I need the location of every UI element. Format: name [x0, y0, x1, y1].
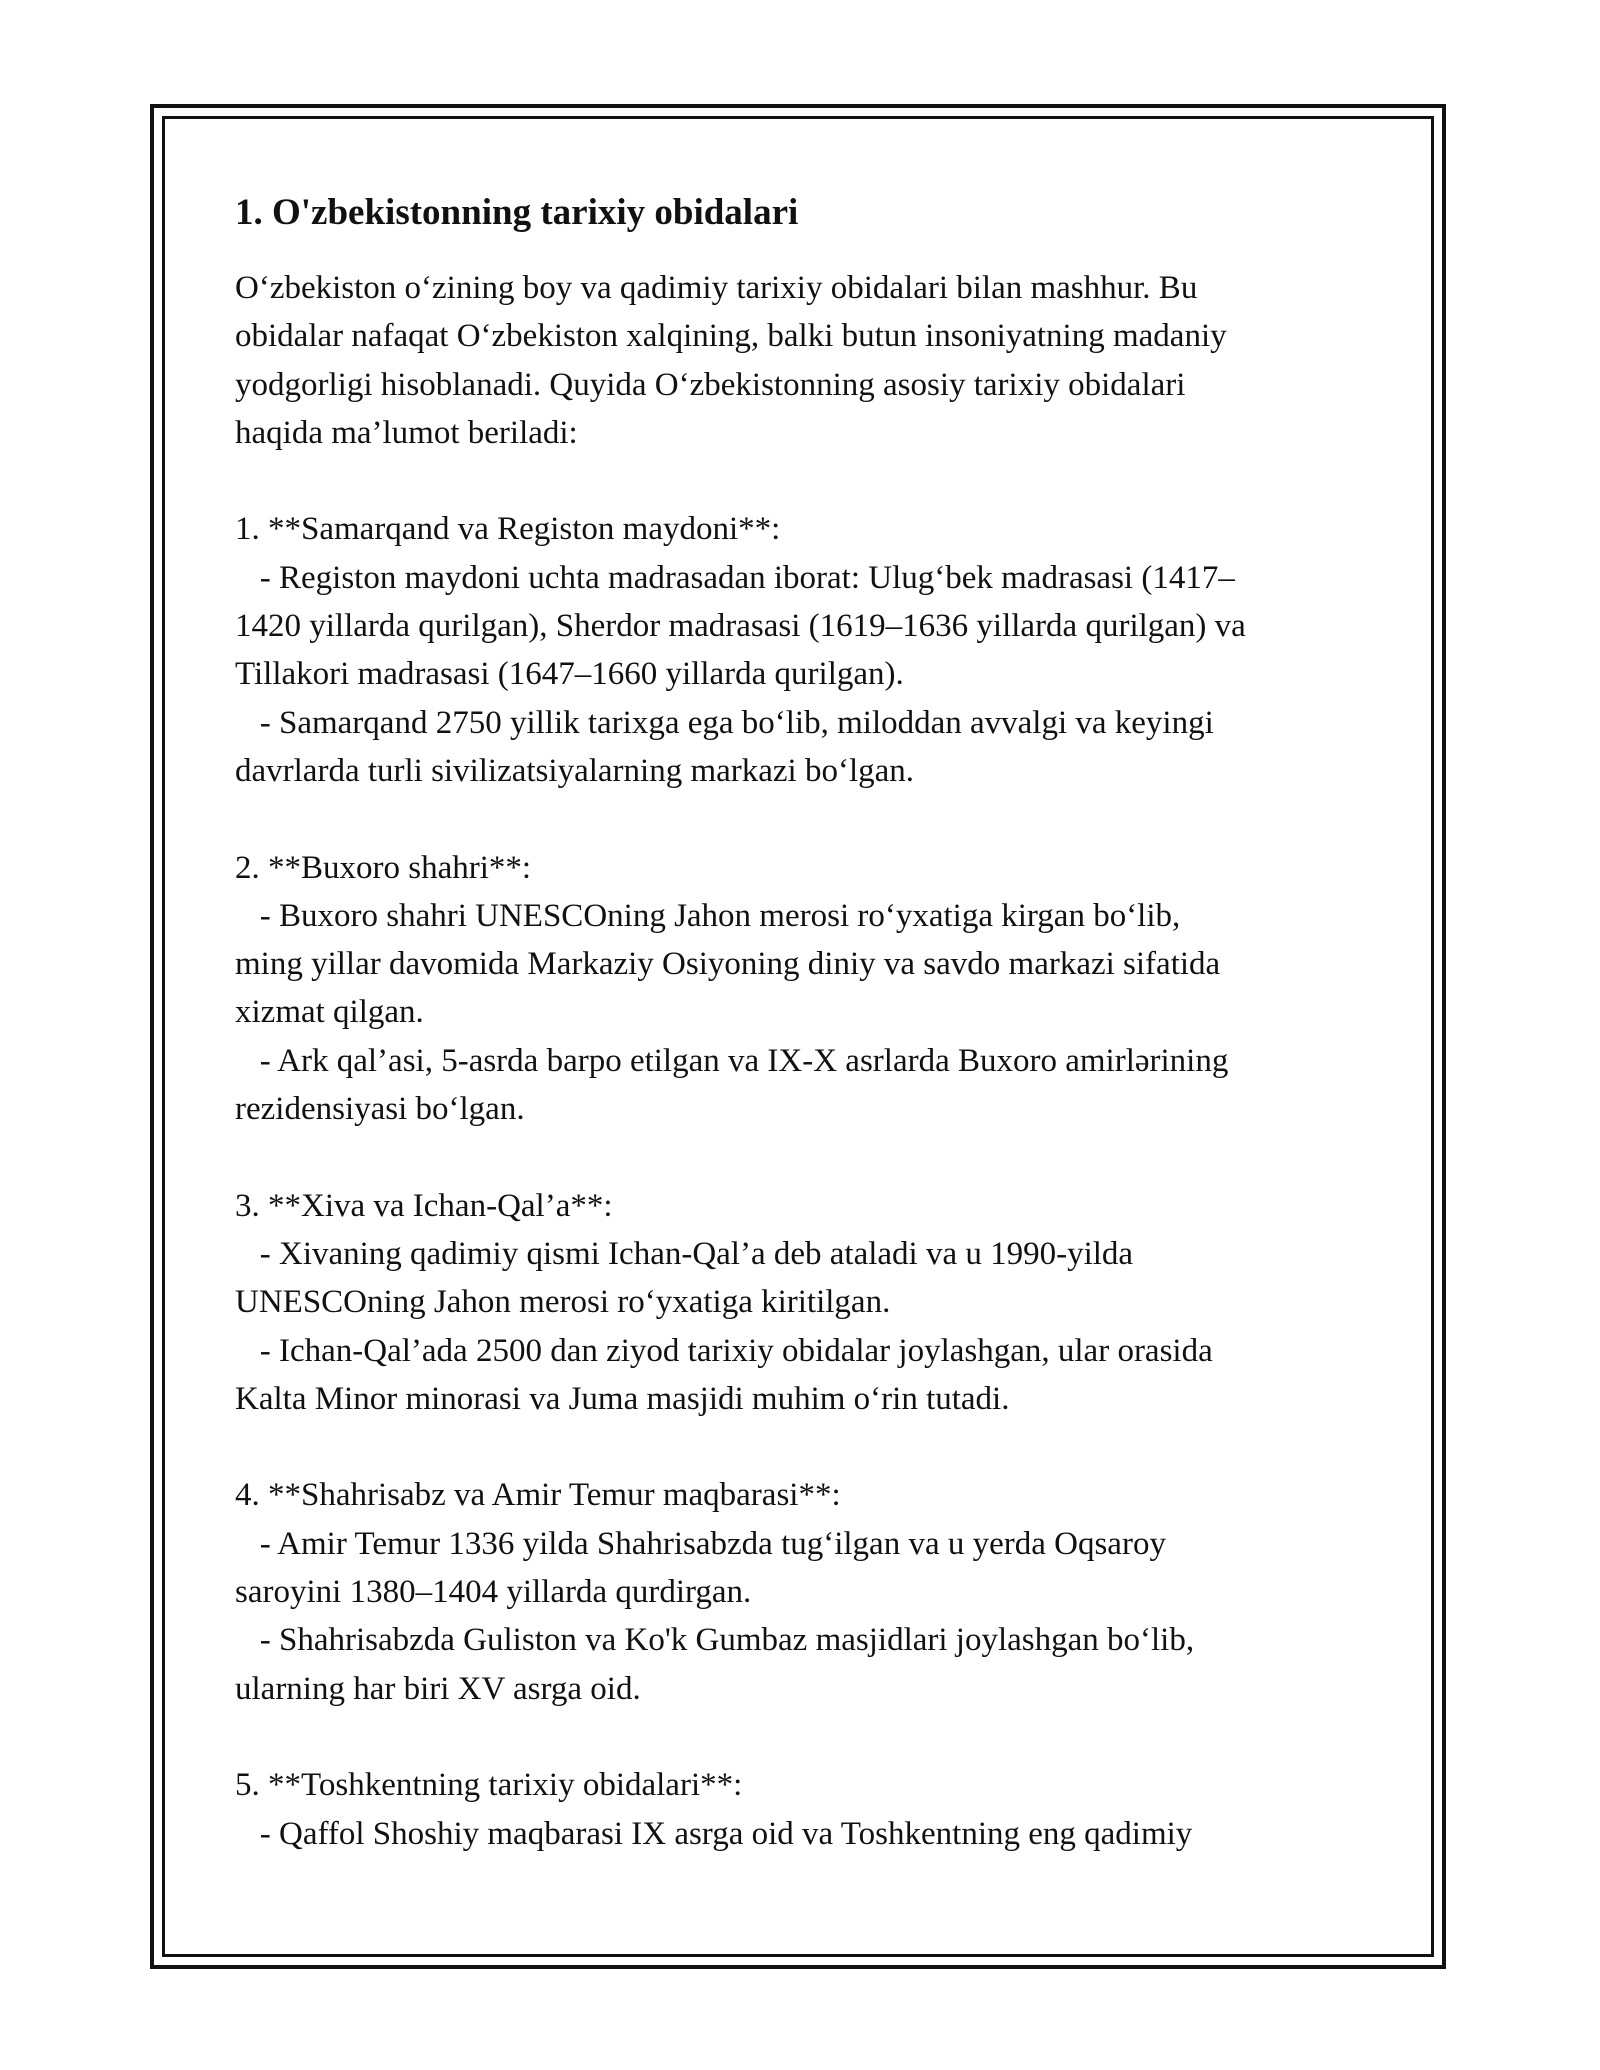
text-line: Kalta Minor minorasi va Juma masjidi muhim o‘rin tutadi.: [235, 1380, 1010, 1417]
text-line: - Buxoro shahri UNESCOning Jahon merosi ro‘yxatiga kirgan bo‘lib,: [235, 897, 1181, 934]
text-line: 2. **Buxoro shahri**:: [235, 849, 532, 886]
text-line: Tillakori madrasasi (1647–1660 yillarda qurilgan).: [235, 656, 904, 693]
document-content: [235, 187, 1380, 1858]
text-line: - Shahrisabzda Guliston va Ko'k Gumbaz masjidlari joylashgan bo‘lib,: [235, 1622, 1195, 1659]
blank-line: [235, 1133, 1380, 1181]
text-line: obidalar nafaqat O‘zbekiston xalqining, balki butun insoniyatning madaniy: [235, 318, 1227, 355]
text-line: saroyini 1380–1404 yillarda qurdirgan.: [235, 1574, 752, 1611]
text-line: 1. **Samarqand va Registon maydoni**:: [235, 511, 781, 548]
text-line: 1420 yillarda qurilgan), Sherdor madrasasi (1619–1636 yillarda qurilgan) va: [235, 608, 1246, 645]
text-line: 3. **Xiva va Ichan-Qal’a**:: [235, 1187, 613, 1224]
text-line: 5. **Toshkentning tarixiy obidalari**:: [235, 1767, 743, 1804]
text-line: - Qaffol Shoshiy maqbarasi IX asrga oid va Toshkentning eng qadimiy: [235, 1815, 1193, 1852]
text-line: - Xivaning qadimiy qismi Ichan-Qal’a deb ataladi va u 1990-yilda: [235, 1235, 1134, 1272]
text-line: ularning har biri XV asrga oid.: [235, 1670, 641, 1707]
text-line: UNESCOning Jahon merosi ro‘yxatiga kiritilgan.: [235, 1284, 891, 1321]
blank-line: [235, 795, 1380, 843]
text-line: - Ichan-Qal’ada 2500 dan ziyod tarixiy obidalar joylashgan, ular orasida: [235, 1332, 1213, 1369]
blank-line: [235, 1423, 1380, 1471]
text-line: - Ark qal’asi, 5-asrda barpo etilgan va IX-X asrlarda Buxoro amirlərining: [235, 1042, 1229, 1079]
text-line: - Amir Temur 1336 yilda Shahrisabzda tug‘ilgan va u yerda Oqsaroy: [235, 1525, 1166, 1562]
blank-line: [235, 1713, 1380, 1761]
blank-line: [235, 457, 1380, 505]
text-line: haqida ma’lumot beriladi:: [235, 414, 578, 451]
text-line: - Registon maydoni uchta madrasadan iborat: Ulug‘bek madrasasi (1417–: [235, 559, 1235, 596]
text-line: ming yillar davomida Markaziy Osiyoning diniy va savdo markazi sifatida: [235, 946, 1221, 983]
text-line: - Samarqand 2750 yillik tarixga ega bo‘lib, miloddan avvalgi va keyingi: [235, 704, 1214, 741]
text-line: davrlarda turli sivilizatsiyalarning markazi bo‘lgan.: [235, 752, 915, 789]
document-body: [235, 264, 1380, 1858]
text-line: yodgorligi hisoblanadi. Quyida O‘zbekistonning asosiy tarixiy obidalari: [235, 366, 1186, 403]
text-line: O‘zbekiston o‘zining boy va qadimiy tarixiy obidalari bilan mashhur. Bu: [235, 270, 1198, 306]
text-line: 4. **Shahrisabz va Amir Temur maqbarasi**:: [235, 1477, 841, 1514]
document-heading: 1. O'zbekistonning tarixiy obidalari: [235, 192, 799, 233]
text-line: xizmat qilgan.: [235, 994, 424, 1031]
text-line: rezidensiyasi bo‘lgan.: [235, 1091, 525, 1128]
